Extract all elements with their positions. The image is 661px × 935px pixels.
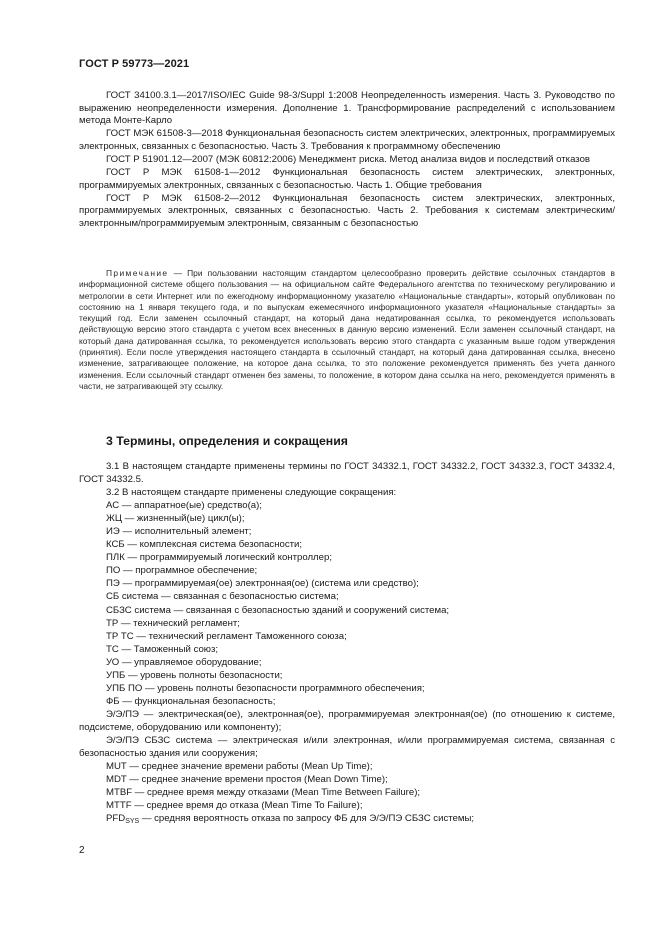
abbreviation-item: ФБ — функциональная безопасность;: [106, 696, 276, 708]
abbreviation-item: MTTF — среднее время до отказа (Mean Time To Failure);: [106, 799, 363, 811]
abbreviation-item: MDT — среднее значение времени простоя (Mean Down Time);: [106, 773, 388, 785]
abbreviation-item: СБ система — связанная с безопасностью система;: [106, 591, 339, 603]
abbreviation-item: MTBF — среднее время между отказами (Mean Time Between Failure);: [106, 786, 421, 798]
pfd-definition: — средняя вероятность отказа по запросу ФБ для Э/Э/ПЭ СБЗС системы;: [139, 813, 475, 825]
reference-item: ГОСТ Р 51901.12—2007 (МЭК 60812:2006) Менеджмент риска. Метод анализа видов и последствий отказов: [106, 153, 591, 165]
section-heading: 3 Термины, определения и сокращения: [106, 434, 348, 448]
abbreviation-item: УПБ ПО — уровень полноты безопасности программного обеспечения;: [106, 683, 425, 695]
abbreviation-item: СБЗС система — связанная с безопасностью зданий и сооружений система;: [106, 604, 450, 616]
reference-item: ГОСТ 34100.3.1—2017/ISO/IEC Guide 98-3/Suppl 1:2008 Неопределенность измерения. Часть 3. Руководство по выражению неопределенности измерения. Дополнение 1. Трансформирование распределений с использованием метода Монте-Карло: [79, 90, 615, 127]
normative-references-list: [79, 90, 615, 231]
references-note: [79, 268, 615, 392]
abbreviation-item: Э/Э/ПЭ СБЗС система — электрическая и/или электронная, и/или программируемая система, связанная с безопасностью здания или сооружения;: [79, 734, 615, 759]
abbreviation-item: КСБ — комплексная система безопасности;: [106, 539, 303, 551]
note-text: — При пользовании настоящим стандартом целесообразно проверить действие ссылочных стандартов в информационной системе общего пользования — на официальном сайте Федерального агентства по техническому регулированию и метрологии в сети Интернет или по ежегодному информационному указателю «Национальные стандарты», который опубликован по состоянию на 1 января текущего года, и по выпускам ежемесячного информационного указателя «Национальные стандарты» за текущий год. Если заменен ссылочный стандарт, на который дана недатированная ссылка, то рекомендуется использовать действующую версию этого стандарта с учетом всех внесенных в данную версию изменений. Если заменен ссылочный стандарт, на который дана датированная ссылка, то рекомендуется использовать версию этого стандарта с указанным выше годом утверждения (принятия). Если после утверждения настоящего стандарта в ссылочный стандарт, на который дана датированная ссылка, внесено изменение, затрагивающее положение, на которое дана ссылка, то это положение рекомендуется применять без учета данного изменения. Если ссылочный стандарт отменен без замены, то положение, в котором дана ссылка на него, рекомендуется применять в части, не затрагивающей эту ссылку.: [79, 268, 615, 391]
abbreviation-item: ТС — Таможенный союз;: [106, 643, 219, 655]
abbreviation-item: ПЭ — программируемая(ое) электронная(ое) (система или средство);: [106, 578, 419, 590]
reference-item: ГОСТ МЭК 61508-3—2018 Функциональная безопасность систем электрических, электронных, программируемых электронных, связанных с безопасностью. Часть 3. Требования к программному обеспечению: [79, 128, 615, 152]
clause-3-1: 3.1 В настоящем стандарте применены термины по ГОСТ 34332.1, ГОСТ 34332.2, ГОСТ 34332.3, ГОСТ 34332.4, ГОСТ 34332.5.: [79, 461, 615, 485]
abbreviation-item: MUT — среднее значение времени работы (Mean Up Time);: [106, 760, 373, 772]
page-number: 2: [79, 845, 85, 856]
abbreviation-item: УПБ — уровень полноты безопасности;: [106, 670, 283, 681]
abbreviation-item: ИЭ — исполнительный элемент;: [106, 525, 252, 537]
terms-section-body: [79, 461, 615, 829]
abbreviation-item: ПО — программное обеспечение;: [106, 565, 258, 577]
abbreviation-item: ТР — технический регламент;: [106, 617, 240, 629]
abbreviation-item: УО — управляемое оборудование;: [106, 656, 262, 668]
abbreviation-item: ПЛК — программируемый логический контроллер;: [106, 552, 332, 564]
abbreviation-item-pfd: [79, 813, 615, 829]
reference-item: ГОСТ Р МЭК 61508-1—2012 Функциональная безопасность систем электрических, электронных, программируемых электронных, связанных с безопасностью. Часть 1. Общие требования: [79, 167, 615, 191]
note-label: Примечание: [106, 268, 169, 278]
abbreviation-item: ЖЦ — жизненный(ые) цикл(ы);: [106, 512, 245, 524]
pfd-symbol: PFD: [106, 813, 126, 825]
document-code-header: ГОСТ Р 59773—2021: [79, 58, 190, 70]
clause-3-2: 3.2 В настоящем стандарте применены следующие сокращения:: [106, 486, 397, 498]
abbreviation-item: АС — аппаратное(ые) средство(а);: [106, 499, 262, 511]
abbreviation-item: Э/Э/ПЭ — электрическая(ое), электронная(ое), программируемая электронная(ое) (по отношению к системе, подсистеме, оборудованию или компоненту);: [79, 709, 615, 733]
reference-item: ГОСТ Р МЭК 61508-2—2012 Функциональная безопасность систем электрических, электронных, программируемых электронных, связанных с безопасностью. Часть 2. Требования к системам электрическим/электронным/программируемым электронным, связанным с безопасностью: [79, 192, 615, 229]
abbreviation-item: ТР ТС — технический регламент Таможенного союза;: [106, 630, 347, 642]
pfd-subscript: SYS: [125, 818, 140, 826]
